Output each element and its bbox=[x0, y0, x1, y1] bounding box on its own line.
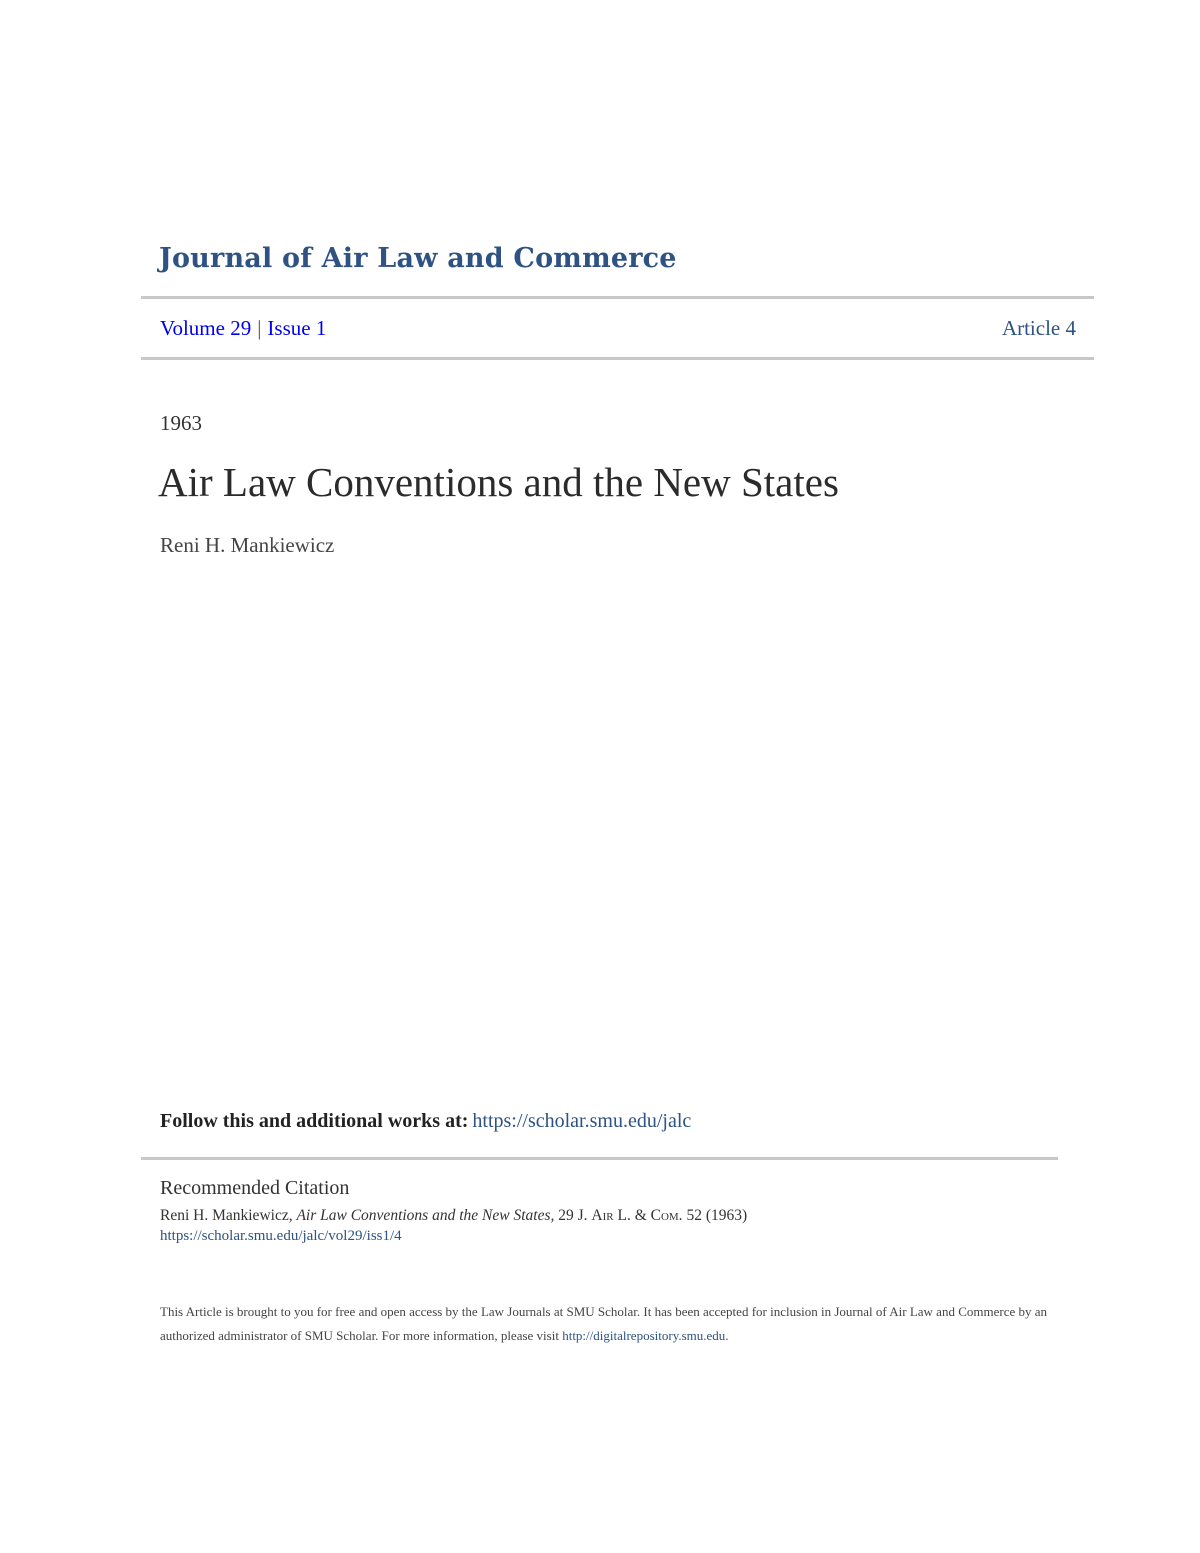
citation-source-journal: Air L. & Com. bbox=[591, 1207, 683, 1224]
issue-separator: | bbox=[257, 316, 262, 340]
citation-link[interactable]: https://scholar.smu.edu/jalc/vol29/iss1/4 bbox=[160, 1228, 402, 1244]
access-note-end: . bbox=[725, 1328, 729, 1343]
issue-info bbox=[160, 316, 326, 341]
citation-author: Reni H. Mankiewicz, bbox=[160, 1207, 293, 1224]
follow-line bbox=[160, 1110, 691, 1133]
collection-link[interactable]: https://scholar.smu.edu/jalc bbox=[472, 1110, 692, 1132]
issue-link[interactable]: Issue 1 bbox=[267, 316, 327, 340]
journal-title[interactable]: Journal of Air Law and Commerce bbox=[159, 243, 677, 274]
access-note-text: This Article is brought to you for free and open access by the Law Journals at SMU Scholar. It has been accepted for inclusion in Journal of Air Law and Commerce by an authorized administrator of SMU Scholar. For more information, please visit bbox=[160, 1304, 1048, 1343]
repository-link[interactable]: http://digitalrepository.smu.edu bbox=[562, 1328, 726, 1343]
citation-title: Air Law Conventions and the New States, bbox=[296, 1207, 555, 1224]
article-number-link[interactable]: Article 4 bbox=[1001, 316, 1076, 340]
article-author: Reni H. Mankiewicz bbox=[160, 533, 335, 557]
citation-divider bbox=[141, 1157, 1058, 1160]
citation-source-volume: 29 J. bbox=[558, 1207, 588, 1224]
header-divider-bottom bbox=[141, 357, 1094, 360]
volume-link[interactable]: Volume 29 bbox=[160, 316, 252, 340]
publication-year: 1963 bbox=[160, 411, 202, 435]
follow-label: Follow this and additional works at: bbox=[160, 1110, 469, 1132]
citation-text bbox=[160, 1207, 747, 1225]
article-title: Air Law Conventions and the New States bbox=[158, 459, 839, 505]
header-divider-top bbox=[141, 296, 1094, 299]
recommended-citation-heading: Recommended Citation bbox=[160, 1177, 350, 1199]
access-note bbox=[160, 1300, 1060, 1348]
citation-source-page-year: 52 (1963) bbox=[686, 1207, 748, 1224]
